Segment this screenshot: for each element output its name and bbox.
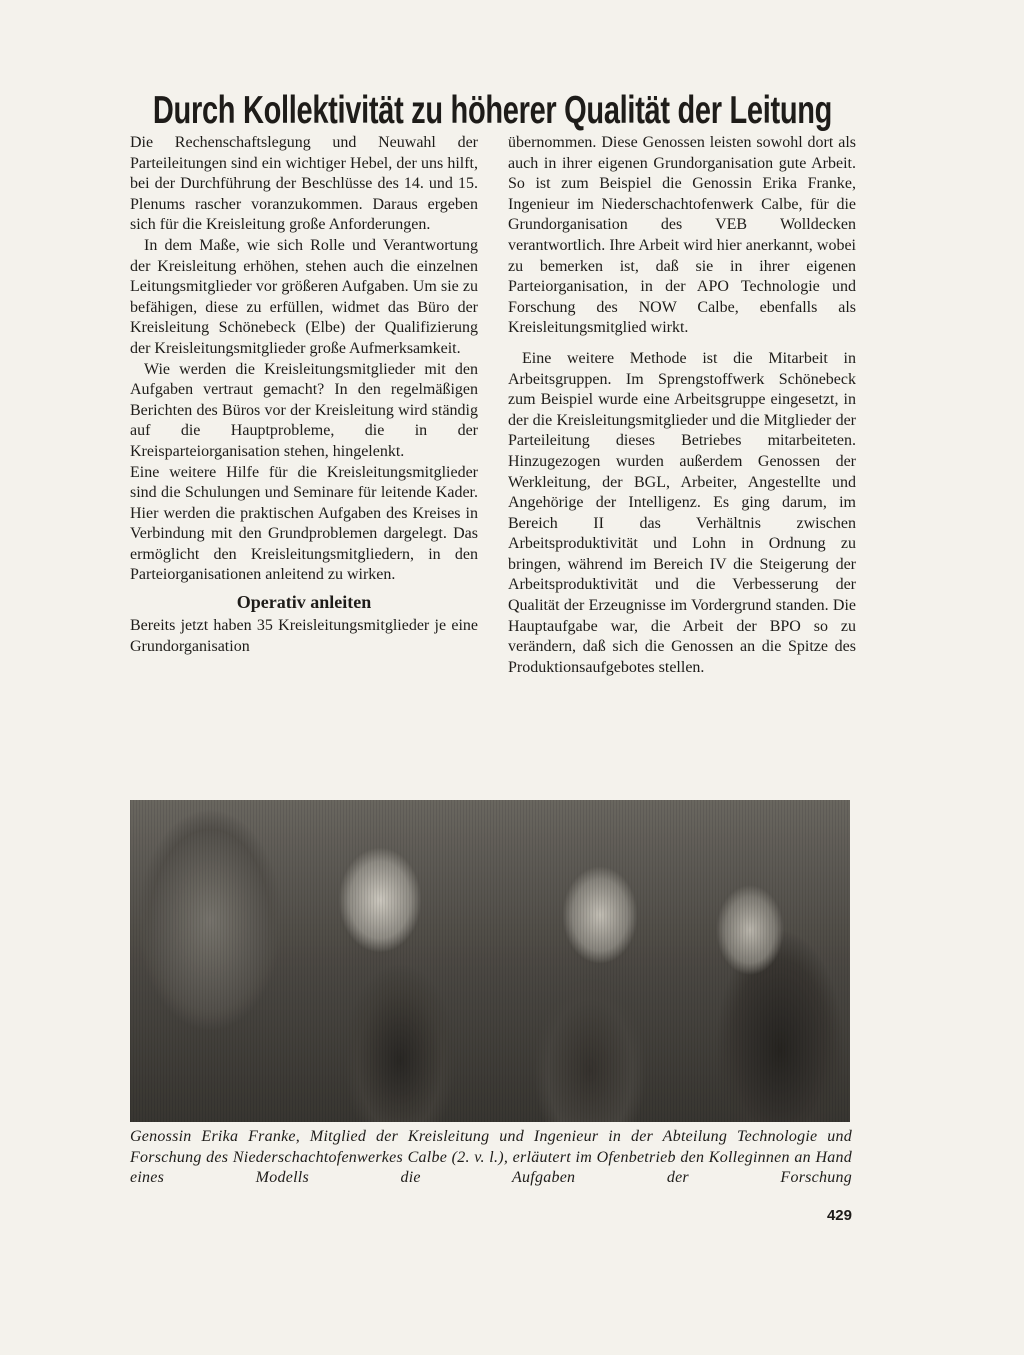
paragraph-1: Die Rechenschaftslegung und Neuwahl der Parteileitungen sind ein wichtiger Hebel, der uns hilft, bei der Durchführung der Beschlüsse des 14. und 15. Plenums rascher voranzukommen. Daraus ergeben sich für die Kreisleitung große Anforderungen. <box>130 134 478 234</box>
photo-caption: Genossin Erika Franke, Mitglied der Kreisleitung und Ingenieur in der Abteilung Technologie und Forschung des Niederschachtofenwerkes Calbe (2. v. l.), erläutert im Ofenbetrieb den Kolleginnen an Hand eines Modells die Aufgaben der Forschung <box>130 1128 852 1186</box>
article-photo <box>130 800 850 1122</box>
paragraph-2: In dem Maße, wie sich Rolle und Verantwortung der Kreisleitung erhöhen, stehen auch die einzelnen Leitungsmitglieder vor größeren Aufgaben. Um sie zu befähigen, diese zu erfüllen, widmet das Büro der Kreisleitung Schönebeck (Elbe) der Qualifizierung der Kreisleitungsmitglieder große Aufmerksamkeit. <box>130 236 478 357</box>
paragraph-6: übernommen. Diese Genossen leisten sowohl dort als auch in ihrer eigenen Grundorganisation gute Arbeit. So ist zum Beispiel die Genossin Erika Franke, Ingenieur im Niederschachtofenwerk Calbe, für die Grundorganisation des VEB Wolldecken verantwortlich. Ihre Arbeit wird hier anerkannt, wobei zu bemerken ist, daß sie in ihrer eigenen Parteiorganisation, in der APO Technologie und Forschung des NOW Calbe, ebenfalls als Kreisleitungsmitglied wirkt. <box>508 134 856 337</box>
photo-grain-texture <box>130 800 850 1122</box>
paragraph-5: Bereits jetzt haben 35 Kreisleitungsmitglieder je eine Grundorganisation <box>130 617 478 655</box>
article-right-column <box>508 133 856 678</box>
paragraph-3: Wie werden die Kreisleitungsmitglieder mit den Aufgaben vertraut gemacht? In den regelmäßigen Berichten des Büros vor der Kreisleitung wird ständig auf die Hauptprobleme, die in der Kreisparteiorganisation stehen, hingelenkt. <box>130 360 478 460</box>
article-headline: Durch Kollektivität zu höherer Qualität der Leitung <box>152 89 833 133</box>
paragraph-7: Eine weitere Methode ist die Mitarbeit in Arbeitsgruppen. Im Sprengstoffwerk Schönebeck zum Beispiel wurde eine Arbeitsgruppe eingesetzt, in der die Kreisleitungsmitglieder und die Mitglieder der Parteileitung dieses Betriebes mitarbeiteten. Hinzugezogen wurden außerdem Genossen der Werkleitung, der BGL, Arbeiter, Angestellte und Angehörige der Intelligenz. Es ging darum, im Bereich II das Verhältnis zwischen Arbeitsproduktivität und Lohn in Ordnung zu bringen, während im Bereich IV die Steigerung der Arbeitsproduktivität und die Verbesserung der Qualität der Erzeugnisse im Vordergrund standen. Die Hauptaufgabe war, die Arbeit der BPO so zu verändern, daß sich die Genossen an die Spitze des Produktionsaufgebotes stellen. <box>508 349 856 676</box>
page-number: 429 <box>826 1207 852 1224</box>
paragraph-4: Eine weitere Hilfe für die Kreisleitungsmitglieder sind die Schulungen und Seminare für leitende Kader. Hier werden die praktischen Aufgaben des Kreises in Verbindung mit den Grundproblemen dargelegt. Das ermöglicht den Kreisleitungsmitgliedern, in den Parteiorganisationen anleitend zu wirken. <box>130 463 478 584</box>
article-left-column <box>130 133 478 657</box>
section-subheading: Operativ anleiten <box>236 592 372 613</box>
